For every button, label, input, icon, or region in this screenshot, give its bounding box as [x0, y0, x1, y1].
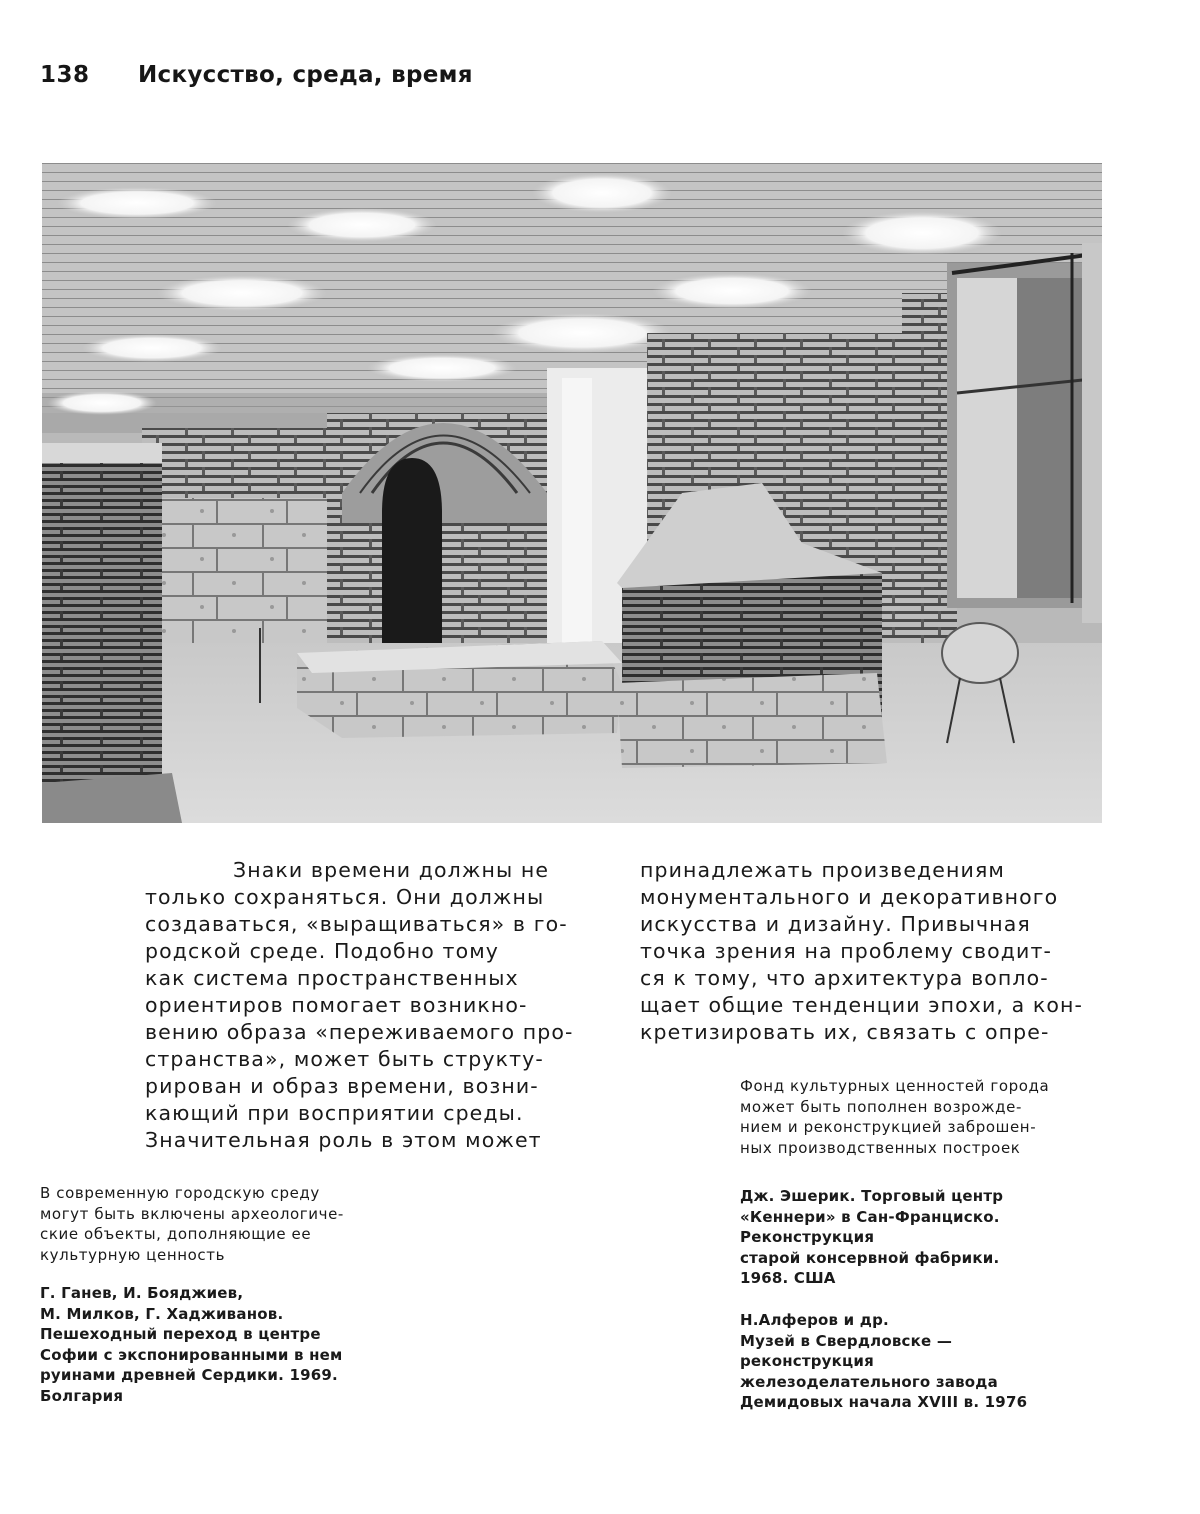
main-text-right-column — [640, 857, 1083, 1046]
caption-right-credit-2 — [740, 1310, 1027, 1413]
text-line: принадлежать произведениям — [640, 858, 1005, 882]
text-line: ся к тому, что архитектура вопло- — [640, 966, 1049, 990]
caption-line: реконструкция — [740, 1352, 874, 1370]
caption-line: 1968. США — [740, 1269, 836, 1287]
caption-right-credit-1 — [740, 1186, 1003, 1289]
caption-line: Музей в Свердловске — — [740, 1331, 953, 1350]
caption-line: М. Милков, Г. Хадживанов. — [40, 1304, 284, 1323]
text-line: как система пространственных — [145, 966, 519, 990]
text-line: щает общие тенденции эпохи, а кон- — [640, 993, 1084, 1017]
ruins-photograph — [42, 163, 1102, 823]
caption-line: Демидовых начала XVIII в. 1976 — [740, 1393, 1028, 1411]
caption-left-note — [40, 1183, 344, 1265]
caption-line: «Кеннери» в Сан-Франциско. — [740, 1207, 1000, 1226]
caption-left-credit — [40, 1283, 343, 1406]
caption-line: Г. Ганев, И. Бояджиев, — [40, 1284, 244, 1302]
running-head: Искусство, среда, время — [138, 62, 473, 88]
text-line: создаваться, «выращиваться» в го- — [145, 912, 568, 936]
caption-line: могут быть включены археологиче- — [40, 1204, 344, 1223]
caption-line: В современную городскую среду — [40, 1184, 320, 1202]
text-line: странства», может быть структу- — [145, 1047, 544, 1071]
page-number: 138 — [40, 62, 90, 88]
caption-line: руинами древней Сердики. 1969. — [40, 1366, 338, 1384]
text-line: Знаки времени должны не — [233, 858, 550, 882]
text-line: кающий при восприятии среды. — [145, 1101, 524, 1125]
text-line: только сохраняться. Они должны — [145, 885, 545, 909]
caption-line: Софии с экспонированными в нем — [40, 1345, 343, 1364]
caption-line: Фонд культурных ценностей города — [740, 1077, 1050, 1095]
caption-line: может быть пополнен возрожде- — [740, 1097, 1022, 1116]
main-text-left-column — [145, 857, 574, 1154]
caption-line: нием и реконструкцией заброшен- — [740, 1118, 1037, 1136]
caption-line: старой консервной фабрики. — [740, 1248, 1000, 1267]
text-line: ориентиров помогает возникно- — [145, 993, 528, 1017]
text-line: рирован и образ времени, возни- — [145, 1074, 539, 1098]
text-line: родской среде. Подобно тому — [145, 939, 500, 963]
caption-line: Реконструкция — [740, 1228, 875, 1246]
caption-line: Пешеходный переход в центре — [40, 1325, 321, 1343]
text-line: вению образа «переживаемого про- — [145, 1020, 574, 1044]
caption-line: ские объекты, дополняющие ее — [40, 1225, 312, 1243]
caption-line: железоделательного завода — [740, 1372, 998, 1391]
text-line: Значительная роль в этом может — [145, 1128, 542, 1152]
caption-line: ных производственных построек — [740, 1138, 1021, 1157]
caption-line: Дж. Эшерик. Торговый центр — [740, 1187, 1004, 1205]
text-line: монументального и декоративного — [640, 885, 1059, 909]
caption-line: Н.Алферов и др. — [740, 1311, 889, 1329]
text-line: кретизировать их, связать с опре- — [640, 1020, 1050, 1044]
caption-right-note — [740, 1076, 1049, 1158]
text-line: точка зрения на проблему сводит- — [640, 939, 1052, 963]
text-line: искусства и дизайну. Привычная — [640, 912, 1031, 936]
caption-line: культурную ценность — [40, 1245, 226, 1264]
caption-line: Болгария — [40, 1386, 124, 1405]
